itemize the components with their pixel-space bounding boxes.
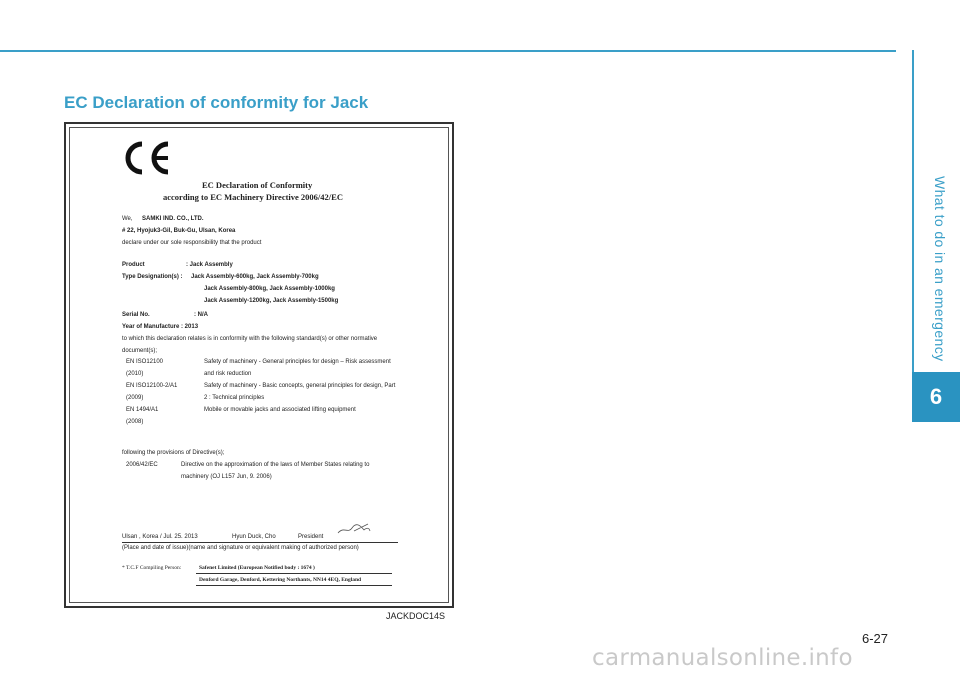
doc-heading-2: according to EC Machinery Directive 2006/42/EC xyxy=(163,192,343,202)
type-line: Jack Assembly-800kg, Jack Assembly-1000kg xyxy=(204,286,335,292)
signer-name: Hyun Duck, Cho xyxy=(232,534,276,540)
ce-mark-icon xyxy=(118,138,178,178)
place-date: Ulsan , Korea / Jul. 25. 2013 xyxy=(122,534,198,540)
type-line: Jack Assembly-600kg, Jack Assembly-700kg xyxy=(191,274,319,280)
signature-caption: (Place and date of issue)(name and signature or equivalent making of authorized person) xyxy=(122,545,359,551)
standard-code: EN ISO12100-2/A1 xyxy=(126,383,178,389)
signature-rule xyxy=(122,542,398,543)
conformity-line: document(s); xyxy=(122,348,158,354)
section-side-rule xyxy=(912,50,914,380)
header-rule xyxy=(0,50,896,52)
standard-desc: Safety of machinery - Basic concepts, general principles for design, Part xyxy=(204,383,396,389)
standard-desc: and risk reduction xyxy=(204,371,252,377)
section-title: What to do in an emergency xyxy=(932,176,948,362)
watermark: carmanualsonline.info xyxy=(592,645,853,671)
signature-icon xyxy=(336,522,372,536)
conformity-line: to which this declaration relates is in conformity with the following standard(s) or other normative xyxy=(122,336,378,342)
doc-heading-1: EC Declaration of Conformity xyxy=(202,180,313,190)
page-number: 6-27 xyxy=(862,631,889,646)
tcf-label: * T.C.F Compiling Person: xyxy=(122,565,182,571)
type-line: Jack Assembly-1200kg, Jack Assembly-1500kg xyxy=(204,298,339,304)
standard-code: (2010) xyxy=(126,371,144,377)
year-of-manufacture: Year of Manufacture : 2013 xyxy=(122,324,199,330)
provisions-label: following the provisions of Directive(s); xyxy=(122,450,225,456)
tcf-rule xyxy=(196,585,392,586)
standard-desc: Mobile or movable jacks and associated lifting equipment xyxy=(204,407,356,413)
company-name: SAMKI IND. CO., LTD. xyxy=(142,216,204,222)
image-caption: JACKDOC14S xyxy=(386,611,446,621)
standard-code: (2008) xyxy=(126,419,144,425)
directive-code: 2006/42/EC xyxy=(126,462,158,468)
directive-line: machinery (OJ L157 Jun, 9. 2006) xyxy=(181,474,272,480)
standard-code: EN ISO12100 xyxy=(126,359,164,365)
declare-line: declare under our sole responsibility that the product xyxy=(122,240,262,246)
standard-desc: Safety of machinery - General principles for design – Risk assessment xyxy=(204,359,391,365)
page-title: EC Declaration of conformity for Jack xyxy=(64,93,369,112)
serial-value: : N/A xyxy=(194,312,208,318)
directive-line: Directive on the approximation of the laws of Member States relating to xyxy=(181,462,370,468)
standard-code: (2009) xyxy=(126,395,144,401)
tcf-address: Denford Garage, Denford, Kettering Northants, NN14 4EQ, England xyxy=(199,577,362,583)
section-number-tab[interactable]: 6 xyxy=(912,372,960,422)
signer-position: President xyxy=(298,534,324,540)
type-label: Type Designation(s) : xyxy=(122,274,183,280)
declaration-document xyxy=(64,122,454,608)
serial-label: Serial No. xyxy=(122,312,150,318)
tcf-name: Safenet Limited (European Notified body : 1674 ) xyxy=(199,565,315,571)
tcf-rule xyxy=(196,573,392,574)
product-value: : Jack Assembly xyxy=(186,262,233,268)
standard-code: EN 1494/A1 xyxy=(126,407,159,413)
we-label: We, xyxy=(122,216,133,222)
company-address: # 22, Hyojuk3-Gil, Buk-Gu, Ulsan, Korea xyxy=(122,228,236,234)
product-label: Product xyxy=(122,262,145,268)
standard-desc: 2 : Technical principles xyxy=(204,395,265,401)
